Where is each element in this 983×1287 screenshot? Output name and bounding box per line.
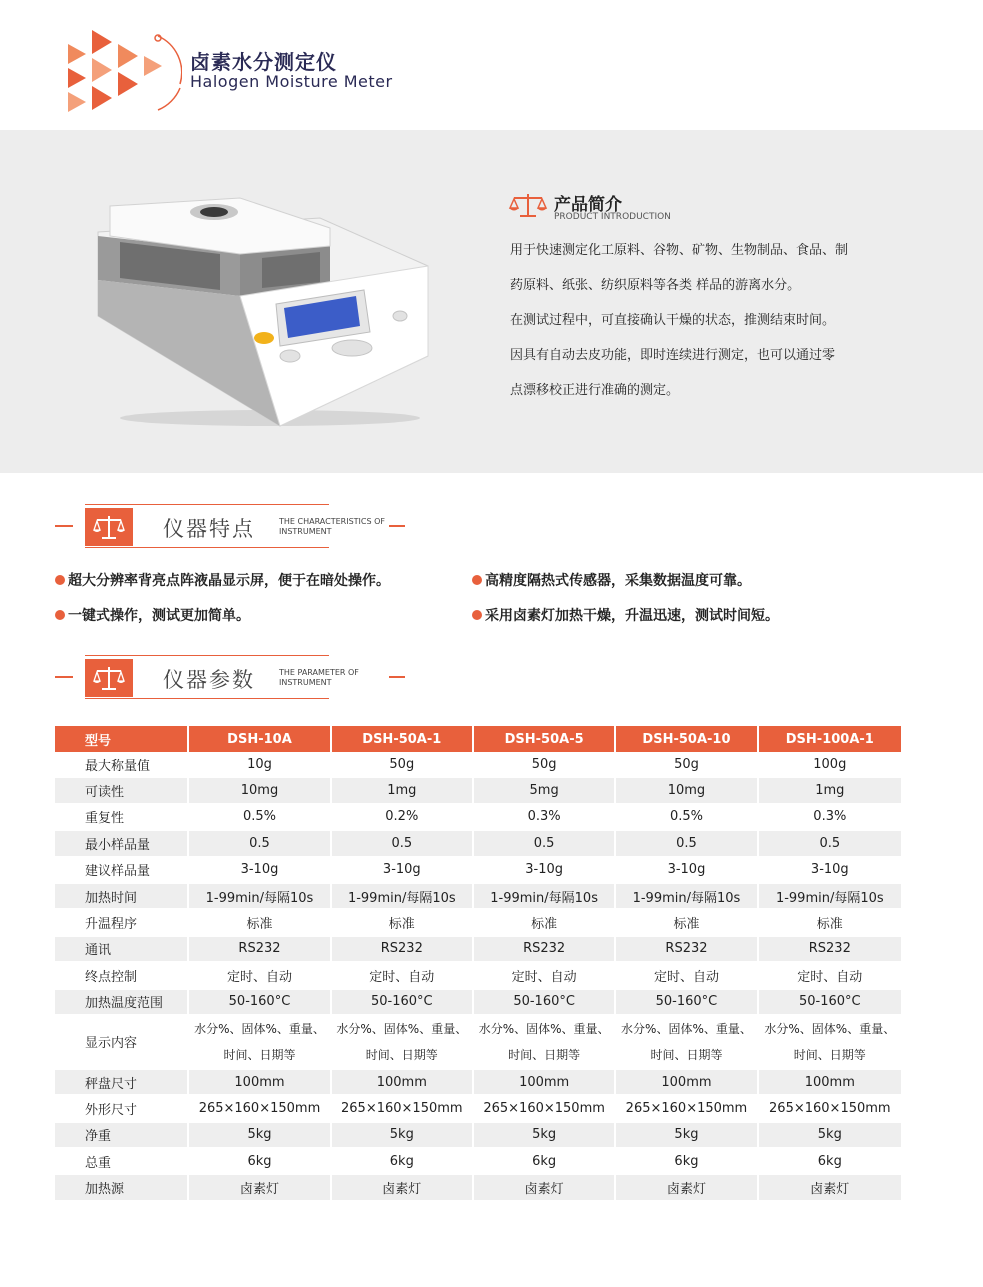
feature-item [55, 605, 250, 625]
section-title-cn: 仪器参数 [163, 668, 255, 692]
table-cell: 水分%、固体%、重量、时间、日期等 [332, 1016, 474, 1070]
table-cell: RS232 [332, 937, 474, 963]
section-title-en-line: THE CHARACTERISTICS OF [279, 517, 386, 526]
table-cell: 1-99min/每隔10s [332, 884, 474, 910]
table-cell: 1mg [759, 778, 901, 804]
intro-line: 用于快速测定化工原料、谷物、矿物、生物制品、食品、制 [510, 243, 849, 258]
table-row-label: 加热温度范围 [55, 990, 189, 1016]
table-cell: 水分%、固体%、重量、时间、日期等 [474, 1016, 616, 1070]
section-title-cn: 仪器特点 [163, 517, 255, 541]
table-cell: 卤素灯 [332, 1175, 474, 1201]
table-cell: 3-10g [189, 858, 331, 884]
table-row-label: 加热源 [55, 1175, 189, 1201]
table-row [55, 937, 901, 963]
table-cell: 100g [759, 752, 901, 778]
section-title-en-line: INSTRUMENT [279, 527, 332, 536]
table-cell: 0.5% [189, 805, 331, 831]
intro-description [510, 233, 890, 408]
table-cell: 5kg [759, 1123, 901, 1149]
table-row [55, 752, 901, 778]
feature-text: 超大分辨率背亮点阵液晶显示屏，便于在暗处操作。 [68, 573, 390, 589]
table-row-label: 最大称量值 [55, 752, 189, 778]
table-cell: 5kg [189, 1123, 331, 1149]
table-cell: 10mg [616, 778, 758, 804]
table-cell: RS232 [616, 937, 758, 963]
table-cell: 标准 [189, 910, 331, 936]
table-cell: 3-10g [616, 858, 758, 884]
table-cell: 50-160°C [759, 990, 901, 1016]
table-cell: 265×160×150mm [616, 1096, 758, 1122]
table-row-label: 加热时间 [55, 884, 189, 910]
section-icon-box [85, 659, 133, 697]
intro-line: 药原料、纸张、纺织原料等各类 样品的游离水分。 [510, 278, 801, 293]
table-cell: 1-99min/每隔10s [189, 884, 331, 910]
section-icon-box [85, 508, 133, 546]
table-cell: 0.5% [616, 805, 758, 831]
table-cell: 265×160×150mm [759, 1096, 901, 1122]
table-cell: 卤素灯 [474, 1175, 616, 1201]
table-row-label: 升温程序 [55, 910, 189, 936]
table-cell: 10mg [189, 778, 331, 804]
table-header: 型号 [55, 726, 189, 752]
table-cell: 卤素灯 [616, 1175, 758, 1201]
table-cell: 50g [332, 752, 474, 778]
table-cell: 0.3% [474, 805, 616, 831]
table-cell: 5kg [474, 1123, 616, 1149]
table-cell: 50-160°C [616, 990, 758, 1016]
table-cell: 标准 [474, 910, 616, 936]
table-header: DSH-50A-10 [616, 726, 758, 752]
table-cell: 定时、自动 [332, 963, 474, 989]
table-cell: 6kg [474, 1149, 616, 1175]
table-header: DSH-50A-5 [474, 726, 616, 752]
table-cell: 0.5 [616, 831, 758, 857]
table-cell: 100mm [474, 1070, 616, 1096]
divider [389, 676, 405, 678]
table-row-label: 外形尺寸 [55, 1096, 189, 1122]
params-section-header [55, 655, 405, 699]
table-row [55, 858, 901, 884]
table-cell: 100mm [759, 1070, 901, 1096]
table-cell: 100mm [616, 1070, 758, 1096]
table-cell: 10g [189, 752, 331, 778]
table-row [55, 884, 901, 910]
table-cell: 265×160×150mm [332, 1096, 474, 1122]
table-header: DSH-100A-1 [759, 726, 901, 752]
table-cell: RS232 [189, 937, 331, 963]
intro-title-cn: 产品简介 [554, 195, 622, 215]
divider [389, 525, 405, 527]
intro-title-en: PRODUCT INTRODUCTION [554, 212, 671, 222]
table-cell: RS232 [759, 937, 901, 963]
table-row [55, 778, 901, 804]
page-title-en: Halogen Moisture Meter [190, 72, 393, 91]
table-header: DSH-10A [189, 726, 331, 752]
table-cell: 50-160°C [474, 990, 616, 1016]
table-row-label: 可读性 [55, 778, 189, 804]
section-title-en [279, 668, 359, 688]
table-row-label: 终点控制 [55, 963, 189, 989]
table-cell: 5mg [474, 778, 616, 804]
table-cell: 定时、自动 [189, 963, 331, 989]
intro-line: 在测试过程中，可直接确认干燥的状态，推测结束时间。 [510, 313, 836, 328]
feature-text: 高精度隔热式传感器，采集数据温度可靠。 [485, 573, 751, 589]
table-cell: 5kg [616, 1123, 758, 1149]
table-cell: 卤素灯 [189, 1175, 331, 1201]
table-cell: 标准 [616, 910, 758, 936]
moisture-meter-device-image [90, 196, 435, 428]
table-row [55, 910, 901, 936]
table-header-row [55, 726, 901, 752]
table-cell: 定时、自动 [616, 963, 758, 989]
bullet-dot-icon [472, 575, 482, 585]
table-header: DSH-50A-1 [332, 726, 474, 752]
table-cell: 6kg [189, 1149, 331, 1175]
table-cell: 标准 [759, 910, 901, 936]
section-title-en-line: THE PARAMETER OF [279, 668, 359, 677]
page-title-cn: 卤素水分测定仪 [190, 50, 337, 74]
table-cell: 5kg [332, 1123, 474, 1149]
section-title-en-line: INSTRUMENT [279, 678, 332, 687]
table-cell: 265×160×150mm [474, 1096, 616, 1122]
table-row [55, 1175, 901, 1201]
table-row-label: 显示内容 [55, 1016, 189, 1070]
scale-balance-icon [508, 190, 548, 220]
table-cell: 50-160°C [332, 990, 474, 1016]
table-cell: 3-10g [759, 858, 901, 884]
table-cell: 定时、自动 [474, 963, 616, 989]
section-title-en [279, 517, 385, 537]
scale-balance-icon [85, 659, 133, 697]
table-row-label: 建议样品量 [55, 858, 189, 884]
table-cell: 水分%、固体%、重量、时间、日期等 [616, 1016, 758, 1070]
table-row-label: 最小样品量 [55, 831, 189, 857]
table-cell: 0.5 [474, 831, 616, 857]
divider [55, 525, 73, 527]
table-row [55, 1096, 901, 1122]
table-cell: 1-99min/每隔10s [759, 884, 901, 910]
table-row [55, 990, 901, 1016]
table-cell: 水分%、固体%、重量、时间、日期等 [189, 1016, 331, 1070]
table-cell: 1-99min/每隔10s [474, 884, 616, 910]
parameter-table [55, 726, 901, 1202]
page-header [0, 0, 983, 130]
table-row-label: 秤盘尺寸 [55, 1070, 189, 1096]
table-cell: 定时、自动 [759, 963, 901, 989]
feature-item [472, 605, 779, 625]
table-cell: 0.5 [189, 831, 331, 857]
brand-triangles-logo [62, 24, 182, 116]
table-cell: 100mm [332, 1070, 474, 1096]
table-row-label: 通讯 [55, 937, 189, 963]
table-cell: 50g [616, 752, 758, 778]
feature-item [55, 570, 390, 590]
feature-text: 一键式操作，测试更加简单。 [68, 608, 250, 624]
table-cell: 水分%、固体%、重量、时间、日期等 [759, 1016, 901, 1070]
table-cell: 50-160°C [189, 990, 331, 1016]
table-cell: 3-10g [332, 858, 474, 884]
table-cell: 265×160×150mm [189, 1096, 331, 1122]
table-row-label: 总重 [55, 1149, 189, 1175]
table-row [55, 831, 901, 857]
table-cell: 卤素灯 [759, 1175, 901, 1201]
table-cell: 1-99min/每隔10s [616, 884, 758, 910]
table-cell: 0.5 [332, 831, 474, 857]
table-cell: RS232 [474, 937, 616, 963]
table-row [55, 805, 901, 831]
table-row [55, 963, 901, 989]
table-row-label: 净重 [55, 1123, 189, 1149]
bullet-dot-icon [55, 575, 65, 585]
table-row [55, 1016, 901, 1070]
table-cell: 100mm [189, 1070, 331, 1096]
table-cell: 1mg [332, 778, 474, 804]
table-cell: 6kg [759, 1149, 901, 1175]
intro-line: 因具有自动去皮功能，即时连续进行测定，也可以通过零 [510, 348, 836, 363]
feature-text: 采用卤素灯加热干燥，升温迅速，测试时间短。 [485, 608, 779, 624]
features-section-header [55, 504, 405, 548]
table-cell: 0.5 [759, 831, 901, 857]
table-cell: 6kg [616, 1149, 758, 1175]
table-row [55, 1070, 901, 1096]
table-cell: 3-10g [474, 858, 616, 884]
table-cell: 0.3% [759, 805, 901, 831]
bullet-dot-icon [55, 610, 65, 620]
table-row [55, 1149, 901, 1175]
table-cell: 6kg [332, 1149, 474, 1175]
table-row-label: 重复性 [55, 805, 189, 831]
feature-item [472, 570, 751, 590]
intro-line: 点漂移校正进行准确的测定。 [510, 383, 680, 398]
bullet-dot-icon [472, 610, 482, 620]
table-cell: 0.2% [332, 805, 474, 831]
table-cell: 50g [474, 752, 616, 778]
scale-balance-icon [85, 508, 133, 546]
table-cell: 标准 [332, 910, 474, 936]
divider [55, 676, 73, 678]
table-row [55, 1123, 901, 1149]
